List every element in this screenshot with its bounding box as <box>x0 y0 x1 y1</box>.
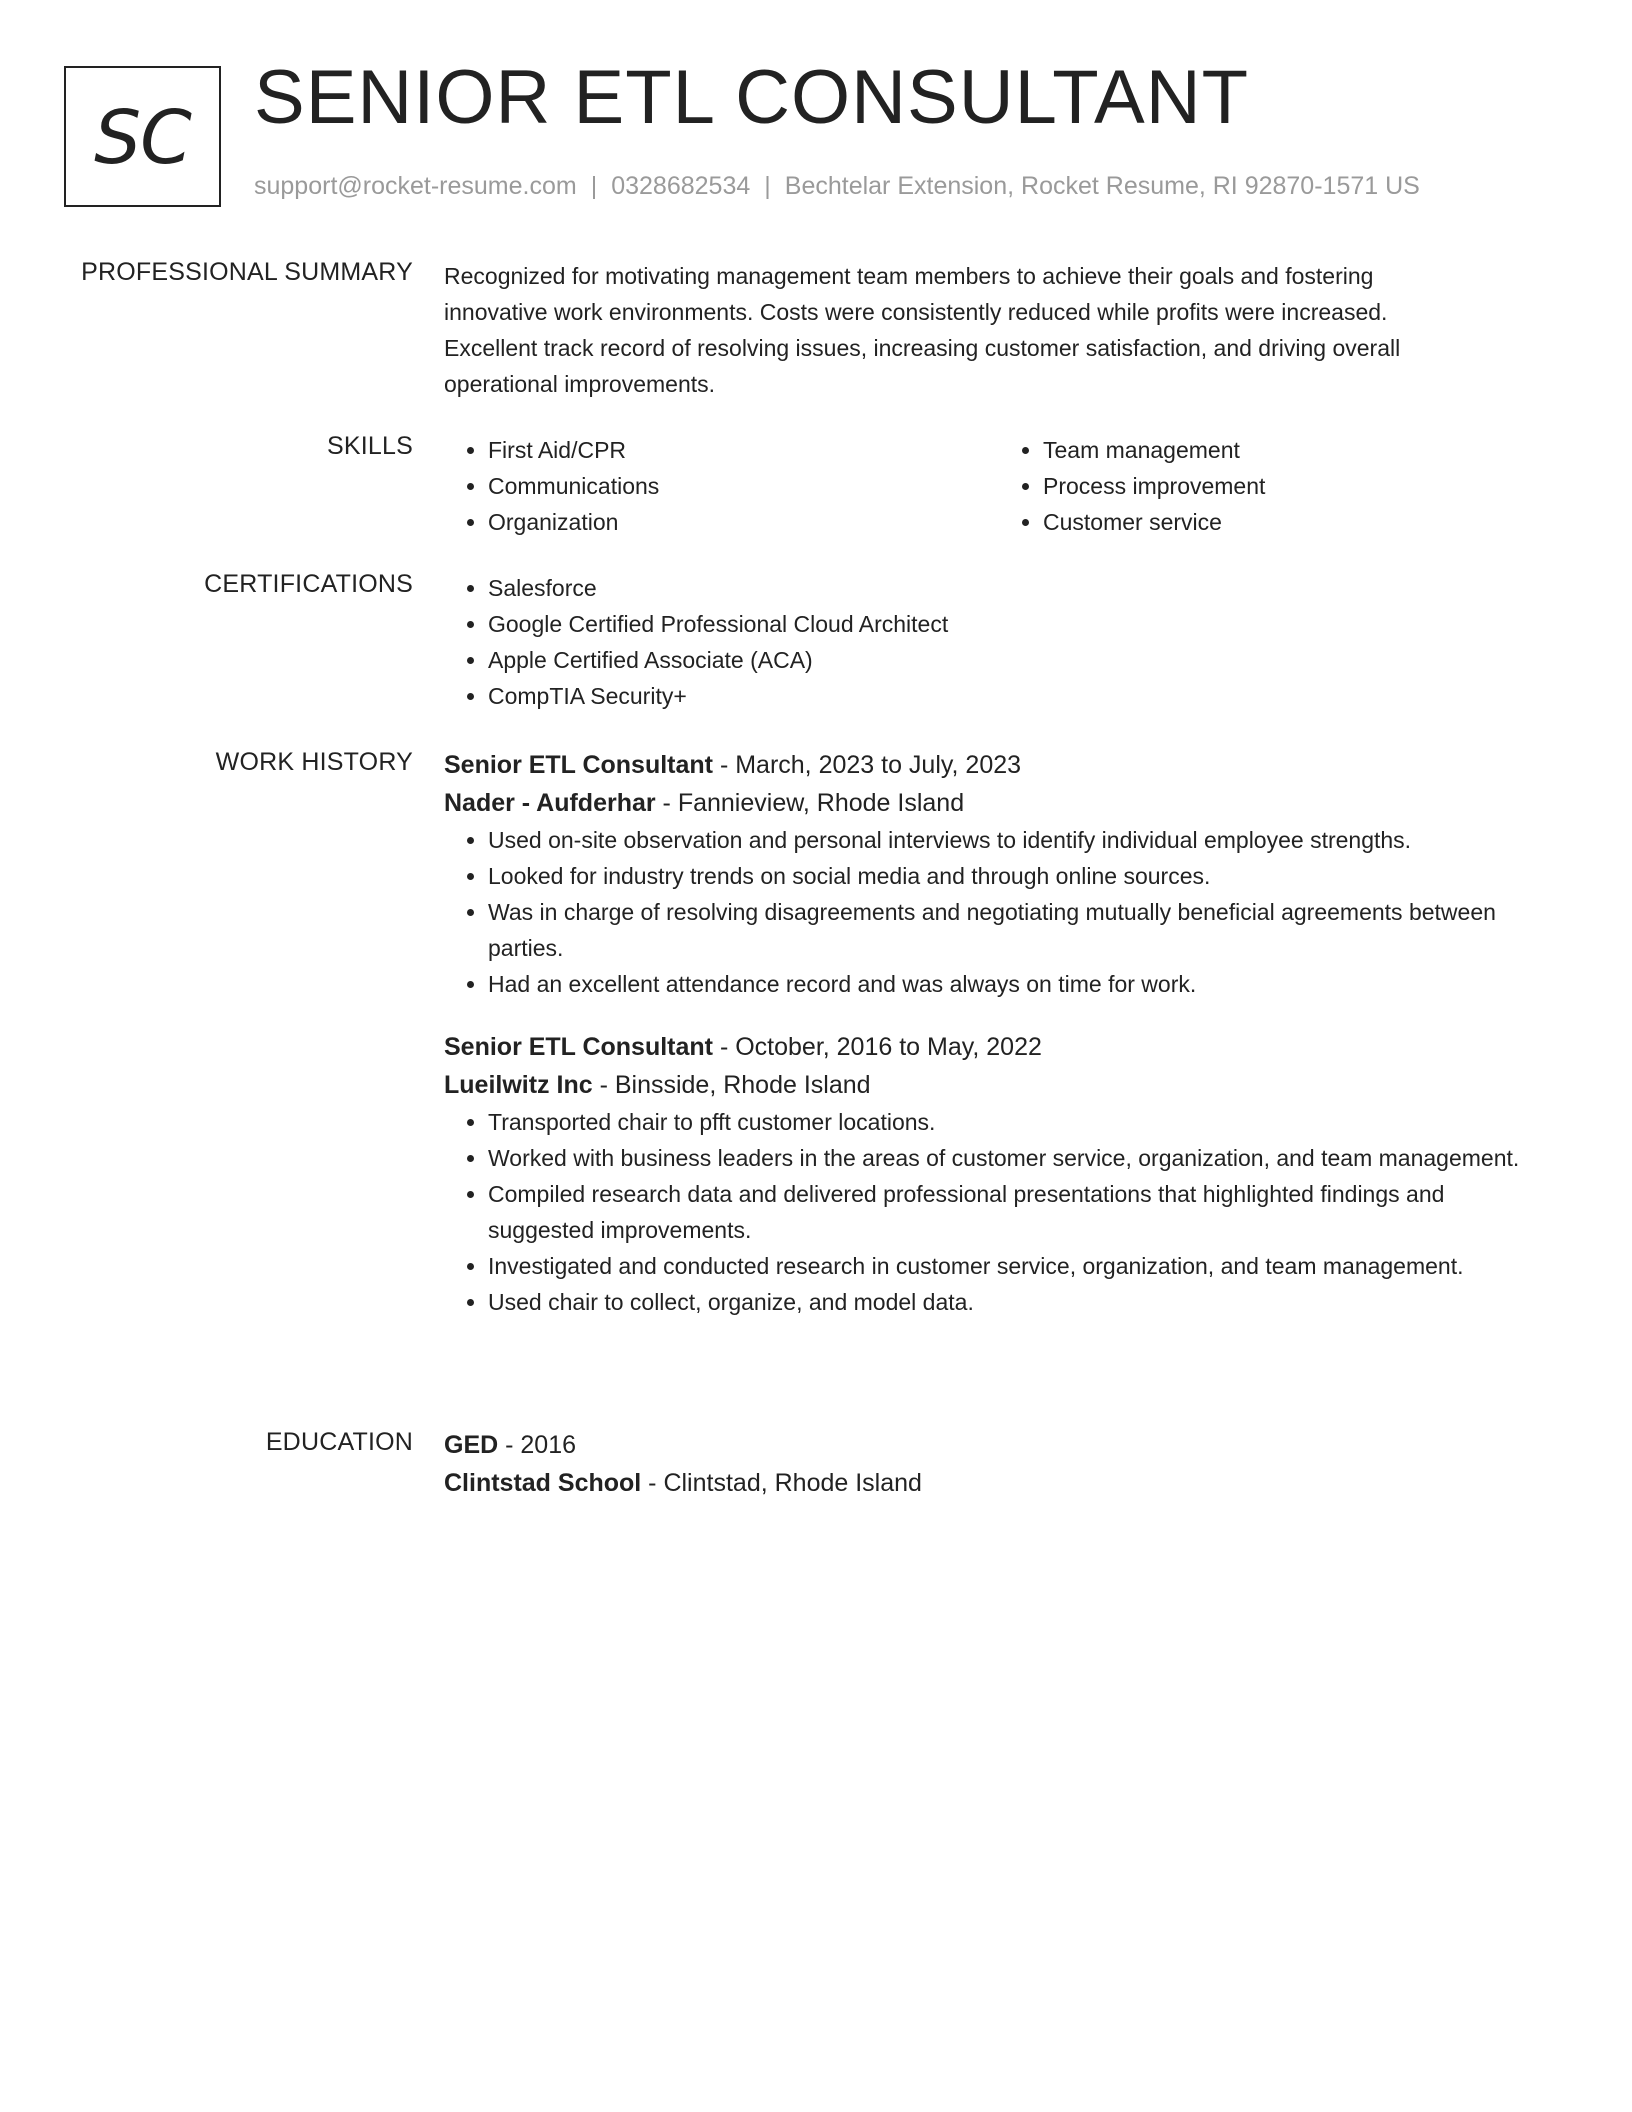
job-title-line <box>444 746 1554 784</box>
education-degree: GED <box>444 1431 499 1459</box>
certification-item: • CompTIA Security+ <box>488 678 1554 714</box>
section-heading: CERTIFICATIONS <box>204 570 413 598</box>
job-bullet: • Worked with business leaders in the areas of customer service, organization, and team management. <box>488 1140 1554 1176</box>
certification-item: • Google Certified Professional Cloud Architect <box>488 606 1554 642</box>
job-title-line <box>444 1028 1554 1066</box>
education-year: - 2016 <box>498 1431 577 1459</box>
job-dates: - October, 2016 to May, 2022 <box>713 1033 1042 1061</box>
contact-separator: | <box>590 172 598 200</box>
job-company: Lueilwitz Inc <box>444 1071 593 1099</box>
job-bullet: • Used on-site observation and personal interviews to identify individual employee strengths. <box>488 822 1554 858</box>
summary-line: operational improvements. <box>444 371 716 397</box>
education-body <box>444 1426 1554 1502</box>
job-company-line <box>444 784 1554 822</box>
section-heading: WORK HISTORY <box>215 748 413 776</box>
section-heading: EDUCATION <box>265 1428 413 1456</box>
job-dates: - March, 2023 to July, 2023 <box>713 751 1022 779</box>
summary-line: innovative work environments. Costs were consistently reduced while profits were increased. <box>444 299 1388 325</box>
skills-list-right <box>999 432 1554 540</box>
skill-item: • Process improvement <box>1043 468 1554 504</box>
monogram-initials: SC <box>94 94 191 181</box>
skill-item: • First Aid/CPR <box>488 432 999 468</box>
certification-item: • Apple Certified Associate (ACA) <box>488 642 1554 678</box>
job-location: - Binsside, Rhode Island <box>592 1071 871 1099</box>
summary-body <box>444 258 1554 402</box>
resume-title: SENIOR ETL CONSULTANT <box>254 55 1250 140</box>
job-bullet: • Had an excellent attendance record and was always on time for work. <box>488 966 1554 1002</box>
section-heading: PROFESSIONAL SUMMARY <box>81 258 413 286</box>
education-degree-line <box>444 1426 1554 1464</box>
certification-item: • Salesforce <box>488 570 1554 606</box>
education-location: - Clintstad, Rhode Island <box>641 1469 922 1497</box>
job-company: Nader - Aufderhar <box>444 789 656 817</box>
contact-separator: | <box>764 172 771 200</box>
job-title: Senior ETL Consultant <box>444 1033 713 1061</box>
job-company-line <box>444 1066 1554 1104</box>
education-school: Clintstad School <box>444 1469 642 1497</box>
section-heading: SKILLS <box>327 432 413 460</box>
job-bullet: • Transported chair to pfft customer locations. <box>488 1104 1554 1140</box>
skill-item: • Organization <box>488 504 999 540</box>
certifications-list <box>444 570 1554 714</box>
summary-line: Excellent track record of resolving issues, increasing customer satisfaction, and driving overall <box>444 335 1401 361</box>
contact-address: Bechtelar Extension, Rocket Resume, RI 92870-1571 US <box>784 172 1420 200</box>
contact-email: support@rocket-resume.com <box>254 172 577 200</box>
certifications-body <box>444 570 1554 714</box>
skills-body <box>444 432 1554 540</box>
skill-item: • Customer service <box>1043 504 1554 540</box>
job-bullets <box>444 822 1554 1002</box>
job-location: - Fannieview, Rhode Island <box>655 789 965 817</box>
skills-list-left <box>444 432 999 540</box>
contact-line <box>254 172 1420 201</box>
job-bullet: • Looked for industry trends on social media and through online sources. <box>488 858 1554 894</box>
job-bullet: • Was in charge of resolving disagreements and negotiating mutually beneficial agreements between parties. <box>488 894 1554 966</box>
job-entry <box>444 1028 1554 1320</box>
job-bullets <box>444 1104 1554 1320</box>
skill-item: • Communications <box>488 468 999 504</box>
job-title: Senior ETL Consultant <box>444 751 713 779</box>
work-history-body <box>444 746 1554 1320</box>
education-school-line <box>444 1464 1554 1502</box>
summary-line: Recognized for motivating management team members to achieve their goals and fostering <box>444 263 1374 289</box>
monogram-box <box>64 66 221 207</box>
job-bullet: • Used chair to collect, organize, and model data. <box>488 1284 1554 1320</box>
job-bullet: • Compiled research data and delivered professional presentations that highlighted findings and suggested improvements. <box>488 1176 1554 1248</box>
job-bullet: • Investigated and conducted research in customer service, organization, and team management. <box>488 1248 1554 1284</box>
job-entry <box>444 746 1554 1002</box>
contact-phone: 0328682534 <box>611 172 751 200</box>
skill-item: • Team management <box>1043 432 1554 468</box>
